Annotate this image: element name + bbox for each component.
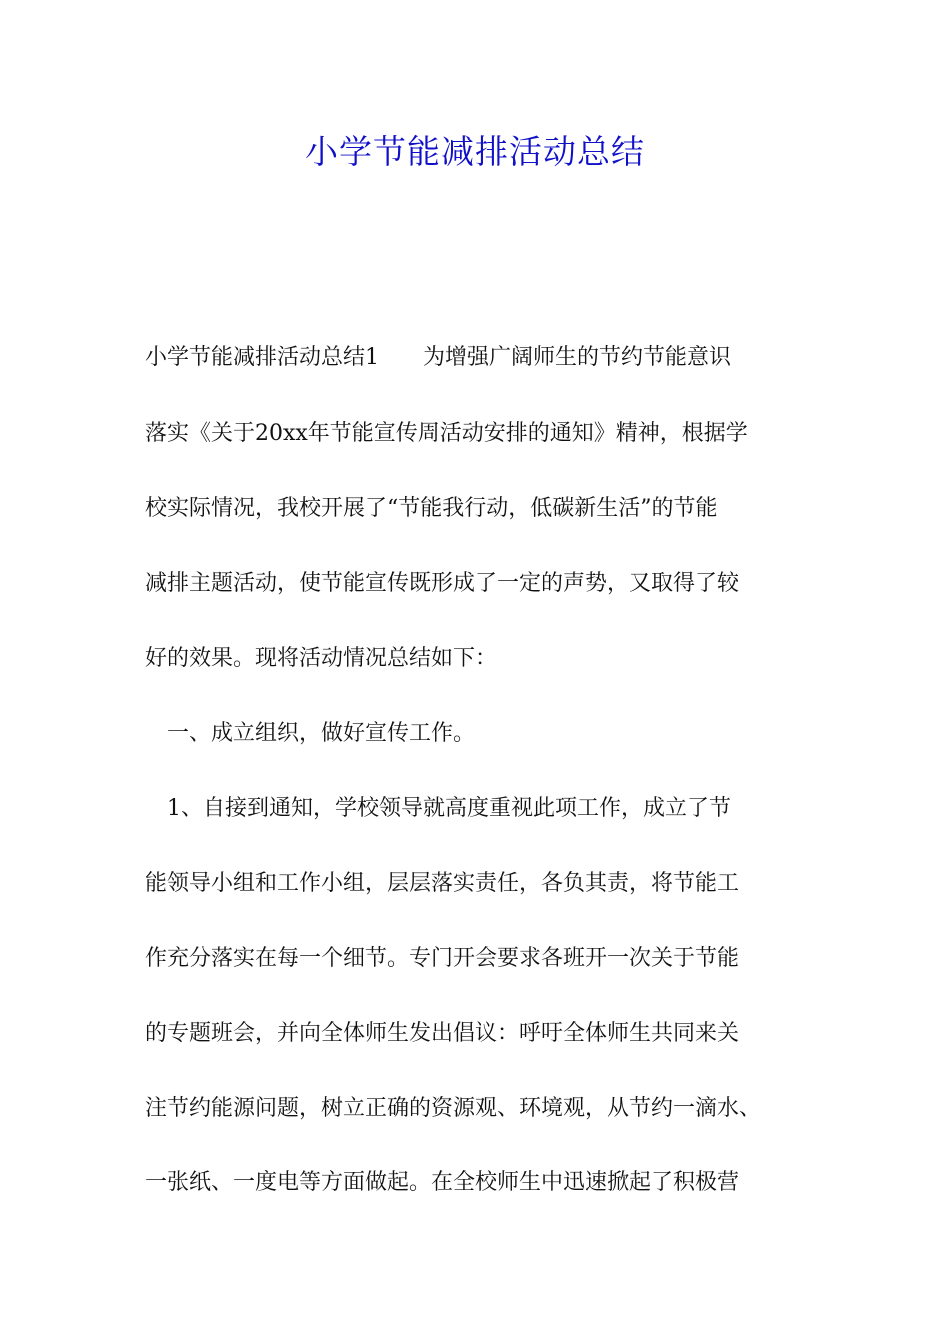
section-heading: 一、成立组织，做好宣传工作。 bbox=[145, 721, 476, 746]
paragraph-line: 作充分落实在每一个细节。专门开会要求各班开一次关于节能 bbox=[145, 946, 740, 971]
document-title: 小学节能减排活动总结 bbox=[305, 132, 645, 171]
paragraph-line: 1、自接到通知，学校领导就高度重视此项工作，成立了节 bbox=[145, 796, 731, 821]
paragraph-line: 落实《关于20xx年节能宣传周活动安排的通知》精神，根据学 bbox=[145, 421, 748, 446]
paragraph-line: 能领导小组和工作小组，层层落实责任，各负其责，将节能工 bbox=[145, 871, 740, 896]
paragraph-line: 校实际情况，我校开展了“节能我行动，低碳新生活”的节能 bbox=[145, 496, 718, 521]
paragraph-line: 的专题班会，并向全体师生发出倡议：呼吁全体师生共同来关 bbox=[145, 1021, 740, 1046]
paragraph-line: 一张纸、一度电等方面做起。在全校师生中迅速掀起了积极营 bbox=[145, 1170, 740, 1195]
paragraph-line: 小学节能减排活动总结1 为增强广阔师生的节约节能意识 bbox=[145, 345, 731, 370]
paragraph-line: 好的效果。现将活动情况总结如下： bbox=[145, 646, 498, 671]
paragraph-line: 注节约能源问题，树立正确的资源观、环境观，从节约一滴水、 bbox=[145, 1096, 762, 1121]
paragraph-line: 减排主题活动，使节能宣传既形成了一定的声势，又取得了较 bbox=[145, 571, 740, 596]
